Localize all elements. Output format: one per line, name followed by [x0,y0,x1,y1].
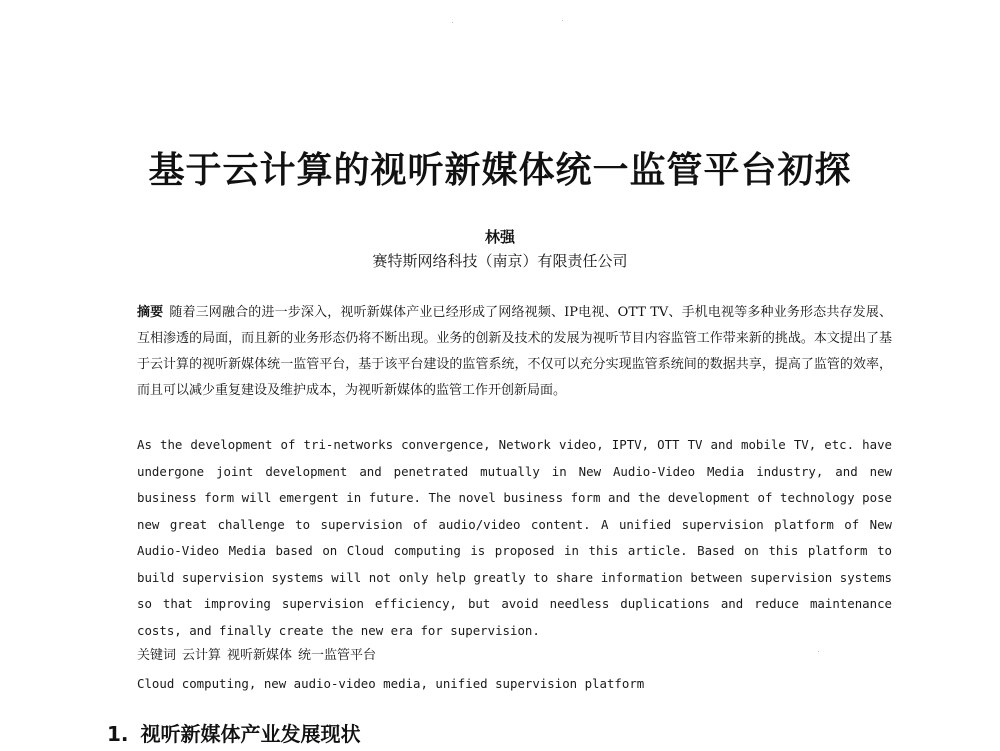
keyword-item: 云计算 [182,648,222,663]
scan-speck [818,651,819,652]
scan-speck [452,22,453,23]
abstract-chinese-text: 随着三网融合的进一步深入，视听新媒体产业已经形成了网络视频、IP电视、OTT TV、手机电视等多种业务形态共存发展、互相渗透的局面，而且新的业务形态仍将不断出现。业务的创新及技术的发展为视听节目内容监管工作带来新的挑战。本文提出了基于云计算的视听新媒体统一监管平台，基于该平台建设的监管系统，不仅可以充分实现监管系统间的数据共享，提高了监管的效率，而且可以减少重复建设及维护成本，为视听新媒体的监管工作开创新局面。 [137,305,892,398]
abstract-english: As the development of tri-networks convergence, Network video, IPTV, OTT TV and mobile TV, etc. have undergone joint development and penetrated mutually in New Audio-Video Media industry, and new business form will emergent in future. The novel business form and the development of technology pose new great challenge to supervision of audio/video content. A unified supervision platform of New Audio-Video Media based on Cloud computing is proposed in this article. Based on this platform to build supervision systems will not only help greatly to share information between supervision systems so that improving supervision efficiency, but avoid needless duplications and reduce maintenance costs, and finally create the new era for supervision. [137,437,892,638]
keyword-item: 统一监管平台 [298,648,377,663]
keyword-item: 视听新媒体 [227,648,293,663]
abstract-label: 摘要 [137,305,164,320]
paper-title: 基于云计算的视听新媒体统一监管平台初探 [148,150,852,191]
keywords-chinese [137,645,892,667]
author-affiliation: 赛特斯网络科技（南京）有限责任公司 [372,252,628,270]
abstract-chinese [137,300,892,404]
keywords-label: 关键词 [137,648,177,663]
section-number: 1. [107,722,129,746]
keywords-english: Cloud computing, new audio-video media, unified supervision platform [137,676,645,691]
section-title: 视听新媒体产业发展现状 [140,722,361,746]
author-name: 林强 [484,228,515,246]
section-heading [107,718,361,747]
scan-speck [562,20,563,21]
